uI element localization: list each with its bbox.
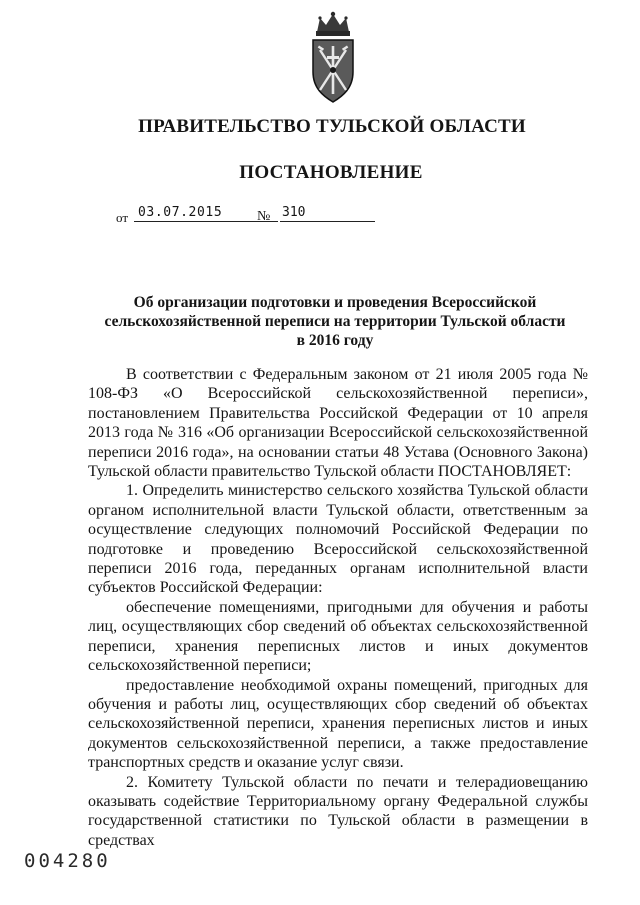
- body-paragraph: В соответствии с Федеральным законом от 21 июля 2005 года № 108-ФЗ «О Всероссийской сельскохозяйственной переписи», постановлением Правительства Российской Федерации от 10 апреля 2013 года № 316 «Об организации Всероссийской сельскохозяйственной переписи 2016 года», на основании статьи 48 Устава (Основного Закона) Тульской области правительство Тульской области ПОСТАНОВЛЯЕТ:: [88, 366, 588, 481]
- subject-line: в 2016 году: [296, 332, 374, 349]
- body-paragraph: предоставление необходимой охраны помещений, пригодных для обучения и работы лиц, осуществляющих сбор сведений об объектах сельскохозяйственной переписи, хранения переписных листов и иных документов сельскохозяйственной переписи, а также предоставление транспортных средств и оказание услуг связи.: [88, 676, 588, 772]
- government-title: ПРАВИТЕЛЬСТВО ТУЛЬСКОЙ ОБЛАСТИ: [138, 116, 526, 137]
- number-underline: [280, 221, 375, 222]
- subject-line: Об организации подготовки и проведения Всероссийской: [133, 294, 537, 311]
- document-type: ПОСТАНОВЛЕНИЕ: [239, 162, 423, 183]
- document-body: [88, 365, 588, 850]
- number-sign: №: [257, 209, 271, 224]
- tula-coat-of-arms-icon: [304, 10, 362, 106]
- document-subject: [100, 293, 570, 350]
- date-prefix: от: [116, 210, 129, 225]
- body-paragraph: 2. Комитету Тульской области по печати и телерадиовещанию оказывать содействие Территориальному органу Федеральной службы государственной статистики по Тульской области в размещении в средствах: [88, 773, 588, 849]
- body-paragraph: обеспечение помещениями, пригодными для обучения и работы лиц, осуществляющих сбор сведений об объектах сельскохозяйственной переписи, хранения переписных листов и иных документов сельскохозяйственной переписи;: [88, 598, 588, 675]
- serial-number: 004280: [24, 850, 111, 872]
- body-paragraph: 1. Определить министерство сельского хозяйства Тульской области органом исполнительной власти Тульской области, ответственным за осуществление следующих полномочий Российской Федерации по подготовке и проведению Всероссийской сельскохозяйственной переписи 2016 года, переданных органам исполнительной власти субъектов Российской Федерации:: [88, 482, 588, 597]
- document-number: 310: [282, 205, 306, 220]
- document-date: 03.07.2015: [138, 205, 223, 220]
- subject-line: сельскохозяйственной переписи на территории Тульской области: [104, 313, 566, 330]
